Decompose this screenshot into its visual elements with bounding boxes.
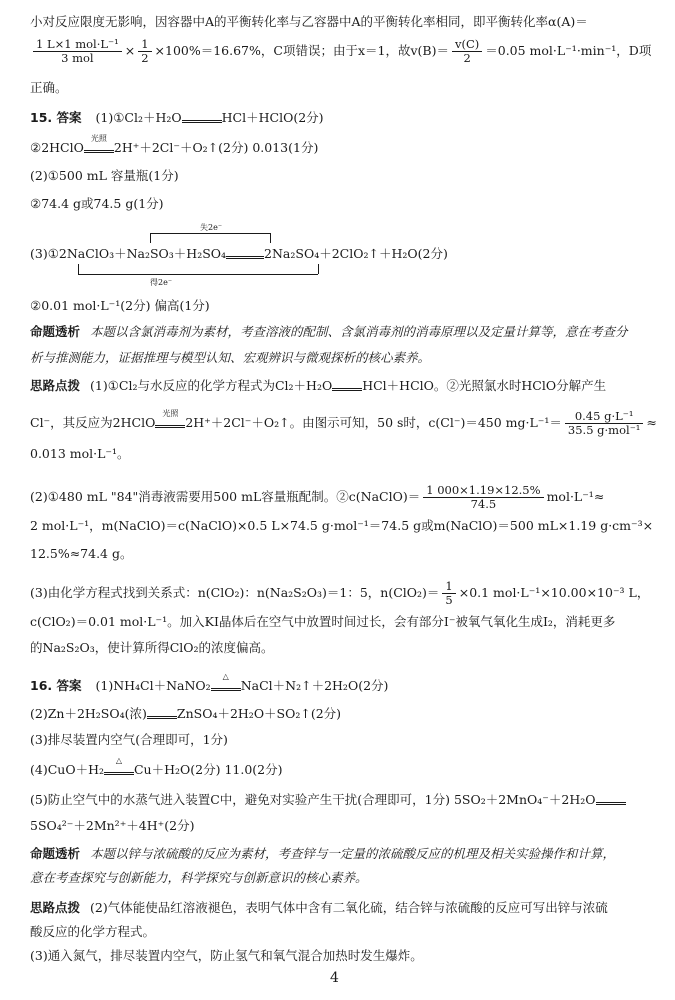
section-label: 思路点拨 — [30, 900, 81, 915]
fraction: $\frac{1}{5}$ — [442, 580, 455, 607]
text-line: (3)通入氮气，排尽装置内空气，防止氢气和氧气混合加热时发生爆炸。 — [30, 948, 423, 963]
bridge-right-bottom — [318, 264, 319, 274]
text-line: 命题透析 本题以含氯消毒剂为素材，考查溶液的配制、含氯消毒剂的消毒原理以及定量计算等，意在考查分 — [30, 324, 628, 339]
page-number: 4 — [330, 970, 339, 986]
answer-label: 16. 答案 — [30, 678, 82, 693]
equals-arrow — [182, 113, 222, 125]
text-line: $\frac{\text{1 L×1 mol·L⁻¹}}{\text{3 mol}}$ × $\frac{1}{2}$ ×100%＝16.67%，C项错误；由于x＝1，故v(B)＝ $\frac{v(C)}{2}$ ＝0.05 mol·L⁻¹·min⁻¹，D项 — [30, 38, 651, 65]
text-line: 意在考查探究与创新能力，科学探究与创新意识的核心素养。 — [30, 870, 368, 885]
text-line: 的Na₂S₂O₃，使计算所得ClO₂的浓度偏高。 — [30, 640, 274, 655]
text-line: 正确。 — [30, 80, 68, 95]
light-arrow: 光照 — [155, 418, 185, 430]
light-arrow: 光照 — [84, 143, 114, 155]
answer-label: 15. 答案 — [30, 110, 82, 125]
text-line: Cl⁻，其反应为2HClO 光照 2H⁺＋2Cl⁻＋O₂↑。由图示可知，50 s时，c(Cl⁻)＝450 mg·L⁻¹＝ $\frac{\text{0.45 g·L⁻¹}}{\text{35.5 g·mol⁻¹}}$ ≈ — [30, 408, 657, 437]
text-line: (3)①2NaClO₃＋Na₂SO₃＋H₂SO₄ 2Na₂SO₄＋2ClO₂↑＋H₂O(2分) — [30, 246, 448, 261]
text-line: (2)①480 mL "84"消毒液需要用500 mL容量瓶配制。②c(NaClO)＝ $\frac{1 000\times 1.19\times 12.5\%}{74.5}$ mol·L⁻¹≈ — [30, 483, 605, 511]
section-label: 思路点拨 — [30, 378, 81, 393]
text-line: (2)①500 mL 容量瓶(1分) — [30, 168, 179, 183]
text-line: c(ClO₂)＝0.01 mol·L⁻¹。加入KI晶体后在空气中放置时间过长，会有部分I⁻被氧气氧化生成I₂，消耗更多 — [30, 614, 616, 629]
section-label: 命题透析 — [30, 324, 81, 339]
text-line: 命题透析 本题以锌与浓硫酸的反应为素材，考查锌与一定量的浓硫酸反应的机理及相关实验操作和计算， — [30, 846, 616, 861]
bridge-top — [150, 233, 270, 234]
equals-arrow — [596, 795, 626, 807]
text-line: (5)防止空气中的水蒸气进入装置C中，避免对实验产生干扰(合理即可，1分) 5SO₂＋2MnO₄⁻＋2H₂O — [30, 792, 626, 808]
electron-lose-label: 失2e⁻ — [200, 223, 223, 232]
bridge-bottom — [78, 274, 318, 275]
fraction: $\frac{v(C)}{2}$ — [452, 38, 482, 65]
fraction: $\frac{1 000\times 1.19\times 12.5\%}{74.5}$ — [423, 484, 543, 511]
text-line: 12.5%≈74.4 g。 — [30, 546, 133, 561]
text-line: (3)排尽装置内空气(合理即可，1分) — [30, 732, 228, 747]
text-line: (2)Zn＋2H₂SO₄(浓) ZnSO₄＋2H₂O＋SO₂↑(2分) — [30, 706, 342, 721]
section-label: 命题透析 — [30, 846, 81, 861]
bridge-right — [270, 233, 271, 243]
answer-16-line: 16. 答案 (1)NH₄Cl＋NaNO₂ △ NaCl＋N₂↑＋2H₂O(2分) — [30, 671, 389, 693]
fraction: $\frac{1}{2}$ — [138, 38, 151, 65]
fraction: $\frac{\text{1 L×1 mol·L⁻¹}}{\text{3 mol}}$ — [33, 38, 122, 65]
heat-arrow: △ — [104, 765, 134, 777]
text-line: ②0.01 mol·L⁻¹(2分) 偏高(1分) — [30, 298, 210, 313]
heat-arrow: △ — [211, 681, 241, 693]
electron-gain-label: 得2e⁻ — [150, 278, 173, 287]
text-line: (3)由化学方程式找到关系式：n(ClO₂)：n(Na₂S₂O₃)＝1：5，n(ClO₂)＝ $\frac{1}{5}$ ×0.1 mol·L⁻¹×10.00×10⁻³ L， — [30, 579, 650, 607]
text-line: 0.013 mol·L⁻¹。 — [30, 446, 130, 461]
bridge-left-bottom — [78, 264, 79, 274]
equals-arrow — [226, 249, 264, 261]
equals-arrow — [147, 709, 177, 721]
text-line: ②74.4 g或74.5 g(1分) — [30, 196, 164, 211]
answer-15-line: 15. 答案 (1)①Cl₂＋H₂O HCl＋HClO(2分) — [30, 110, 324, 125]
text-line: 2 mol·L⁻¹，m(NaClO)＝c(NaClO)×0.5 L×74.5 g·mol⁻¹＝74.5 g或m(NaClO)＝500 mL×1.19 g·cm⁻³× — [30, 518, 654, 533]
fraction: $\frac{\text{0.45 g·L⁻¹}}{\text{35.5 g·mol⁻¹}}$ — [565, 410, 643, 437]
text-line: 思路点拨 (1)①Cl₂与水反应的化学方程式为Cl₂＋H₂O HCl＋HClO。②光照氯水时HClO分解产生 — [30, 378, 607, 393]
bridge-left — [150, 233, 151, 243]
text-line: (4)CuO＋H₂ △ Cu＋H₂O(2分) 11.0(2分) — [30, 755, 283, 777]
text-line: 酸反应的化学方程式。 — [30, 924, 156, 939]
text-line: 析与推测能力，证据推理与模型认知、宏观辨识与微观探析的核心素养。 — [30, 350, 431, 365]
text-line: 思路点拨 (2)气体能使品红溶液褪色，表明气体中含有二氧化硫，结合锌与浓硫酸的反应可写出锌与浓硫 — [30, 900, 608, 915]
text-line: 小对反应限度无影响，因容器中A的平衡转化率与乙容器中A的平衡转化率相同，即平衡转化率α(A)＝ — [30, 14, 588, 29]
text-line: ②2HClO 光照 2H⁺＋2Cl⁻＋O₂↑(2分) 0.013(1分) — [30, 133, 319, 155]
equals-arrow — [332, 381, 362, 393]
text-line: 5SO₄²⁻＋2Mn²⁺＋4H⁺(2分) — [30, 818, 195, 833]
